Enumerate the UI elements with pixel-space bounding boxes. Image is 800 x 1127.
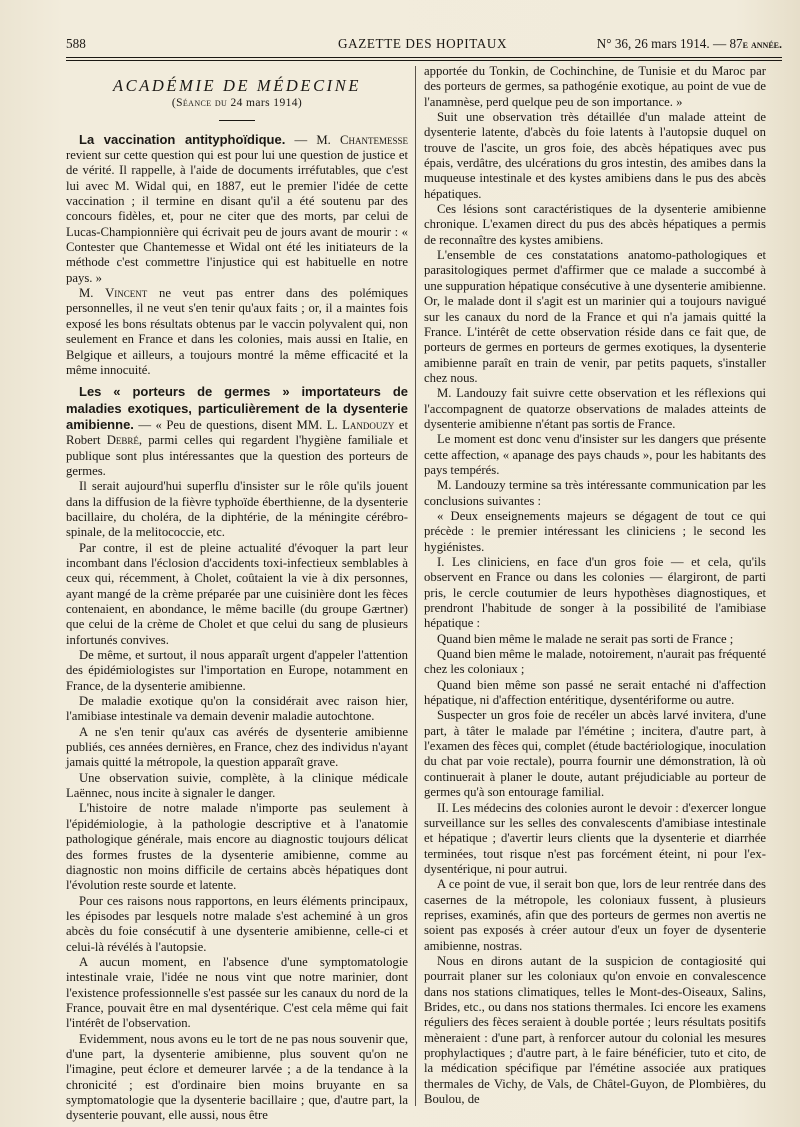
paragraph: Quand bien même le malade ne serait pas sorti de France ; <box>437 631 734 646</box>
seance-date <box>66 96 408 111</box>
article-porteurs-text-b: et Robert <box>66 417 408 448</box>
article-vaccination-p1 <box>66 132 408 286</box>
article-porteurs-p1 <box>66 384 408 479</box>
paragraph: Suit une observation très détaillée d'un malade atteint de dysenterie latente, d'abcès du foie latents à l'autopsie duquel on trouve de l'ascite, un gros foie, des abcès hépatiques avec pus épais, verdâtre, des ulcérations du gros intestin, des amibes dans la muqueuse intestinale et des kystes amibiens dans le pus des abcès hépatiques. <box>424 110 766 201</box>
article-vaccination-p2 <box>66 286 408 378</box>
article-porteurs-heading: Les « porteurs de germes » importateurs de maladies exotiques, particulièrement de la dysenterie amibienne. <box>66 384 408 432</box>
continuation-paragraph: apportée du Tonkin, de Cochinchine, de Tunisie et du Maroc par des porteurs de germes, sa pathogénie exotique, au point de vue de l'anamnèse, perd quelque peu de son importance. » <box>424 64 766 109</box>
seance-day: 24 mars 1914) <box>230 97 303 110</box>
paragraph: M. Landouzy termine sa très intéressante communication par les conclusions suivantes : <box>424 478 766 508</box>
article-vaccination-heading: La vaccination antityphoïdique. <box>79 131 286 147</box>
author-landouzy: Landouzy <box>342 417 395 432</box>
paragraph: II. Les médecins des colonies auront le devoir : d'exercer longue surveillance sur les selles des convalescents d'amibiase intestinale et hépatique ; d'avertir leurs clients que la dysenterie et diarrhée terminées, tout risque n'est pas forcément éteint, ni pour l'ex-dysentérique, ni pour autrui. <box>424 800 766 876</box>
issue-suffix: e année. <box>742 37 782 51</box>
article-vaccination-text: revient sur cette question qui est pour lui une question de justice et de vérité. Il rappelle, à l'aide de documents irréfutables, que c'est lui avec M. Widal qui, en 1887, eut le premier l'idée de cette vaccination ; il termine en disant qu'il a été soutenu par des concours fidèles, et, pour ne citer que des morts, par celui de Lucas-Championnière qui écrivait peu de jours avant de mourir : « Contester que Chantemesse et Widal ont été les initiateurs de la méthode c'est commettre l'injustice qui est habituelle en notre pays. » <box>66 148 408 285</box>
right-column <box>424 64 766 1114</box>
paragraph: A aucun moment, en l'absence d'une symptomatologie intestinale vraie, l'idée ne nous vint que notre marinier, dont l'existence professionnelle s'est passée sur les canaux du nord de la France, pouvait être en mal dysentérique. C'est cela même qui fait l'intérêt de l'observation. <box>66 954 408 1031</box>
paragraph: L'histoire de notre malade n'importe pas seulement à l'épidémiologie, à la pathologie descriptive et à l'anatomie pathologique générale, mais encore au diagnostic toujours délicat des formes frustes de la dysenterie amibienne, comme au diagnostic non moins difficile de certains abcès hépatiques dont l'évolution reste sourde et latente. <box>66 801 408 893</box>
issue-info <box>597 36 782 52</box>
paragraph: De maladie exotique qu'on la considérait avec raison hier, l'amibiase intestinale va demain devenir maladie autochtone. <box>66 694 408 724</box>
paragraph: De même, et surtout, il nous apparaît urgent d'appeler l'attention des épidémiologistes sur l'importation en Europe, notamment en France, de la dysenterie amibienne. <box>66 648 408 693</box>
paragraph: A ne s'en tenir qu'aux cas avérés de dysenterie amibienne publiés, ces années dernières, en France, chez des individus n'ayant jamais quitté la métropole, la question apparaît grave. <box>66 724 408 770</box>
paragraph: L'ensemble de ces constatations anatomo-pathologiques et parasitologiques permet d'affirmer que ce malade a succombé à une suppuration hépatique consécutive à une dysenterie amibienne. Or, le malade dont il s'agit est un marinier qui a toujours navigué sur les canaux du nord de la France et qui n'a jamais quitté la France. L'intérêt de cette observation réside dans ce fait que, de porteurs de germes en porteurs de germes exotiques, la dysenterie amibienne paraît en train de venir, par petits paquets, s'installer chez nous. <box>424 248 766 385</box>
article-vaccination-p2-text: ne veut pas entrer dans des polémiques personnelles, il ne veut s'en tenir qu'aux faits ; or, il a maintes fois exposé les bons résultats obtenus par le vaccin polyvalent qui, non seulement en France et dans les colonies, mais aussi en Italie, en Belgique et ailleurs, a toujours montré la même efficacité et la même innocuité. <box>66 286 409 377</box>
paragraph: Il serait aujourd'hui superflu d'insister sur le rôle qu'ils jouent dans la diffusion de la fièvre typhoïde éberthienne, de la dysenterie bacillaire, du choléra, de la diphtérie, de la méningite cérébro-spinale, de la melitococcie, etc. <box>66 479 408 540</box>
left-column <box>66 64 409 1123</box>
paragraph: Suspecter un gros foie de recéler un abcès larvé invitera, d'une part, à tâter le malade par l'émétine ; incitera, d'autre part, à l'examen des fèces qui, complet (étude bactériologique, inoculation du chat par voie rectale), pourra fournir une démonstration, là où continuerait à planer le doute, autant préjudiciable au porteur de germes qu'à son entourage familial. <box>424 708 766 800</box>
page-number: 588 <box>66 36 86 51</box>
paragraph: Le moment est donc venu d'insister sur les dangers que présente cette affection, « apanage des pays chauds », pour les habitants des pays tempérés. <box>424 432 766 477</box>
paragraph: Quand bien même son passé ne serait entaché ni d'affection hépatique, ni d'affection entéritique, dysentériforme ou autre. <box>424 677 766 708</box>
paragraph: Evidemment, nous avons eu le tort de ne pas nous souvenir que, d'une part, la dysenterie amibienne, plus souvent qu'on ne l'imagine, peut éclore et demeurer larvée ; a de la tendance à la chronicité ; est d'ordinaire bien moins bruyante en sa symptomatologie que la dysenterie bacillaire ; que, d'autre part, la dysenterie pouvant, elle aussi, nous être <box>66 1031 408 1123</box>
page-header <box>66 30 782 54</box>
author-debre: Debré <box>106 433 139 448</box>
paragraph: Nous en dirons autant de la suspicion de contagiosité qui pourrait planer sur les coloniaux qu'on envoie en convalescence dans nos stations climatiques, telles le Mont-des-Oiseaux, Salins, Brides, etc., ou dans nos stations thermales. Ici encore les examens réguliers des fèces seraient à double portée ; leurs résultats positifs mèneraient : d'une part, à renforcer autour du colonial les mesures prophylactiques ; d'autre part, à le faire bénéficier, tuto et cito, de la médication spécifique par l'émétine associée aux pratiques thermales de Vichy, de Vals, de Châtel-Guyon, de Plombières, du Boulou, de <box>424 953 766 1107</box>
dash: — M. <box>285 132 341 147</box>
paragraph: Pour ces raisons nous rapportons, en leurs éléments principaux, les épisodes par lesquels notre malade s'est acheminé à un gros abcès du foie consécutif à une dysenterie amibienne, celle-ci et celui-là révélés à l'autopsie. <box>66 893 408 954</box>
speaker-chantemesse: Chantemesse <box>340 132 408 147</box>
paragraph: Par contre, il est de pleine actualité d'évoquer la part leur incombant dans l'éclosion d'accidents toxi-infectieux semblables à ceux qui, récemment, à Cholet, coûtaient la vie à dix personnes, ayant mangé de la crème préparée par une cuisinière dont les fèces contenaient, en abondance, le même bacille (du groupe Gærtner) que celui de la crème de Cholet et que celui du sang de plusieurs infortunés convives. <box>66 540 408 647</box>
paragraph: Quand bien même le malade, notoirement, n'aurait pas fréquenté chez les coloniaux ; <box>424 647 766 677</box>
journal-title: GAZETTE DES HOPITAUX <box>338 36 508 51</box>
header-rule-top <box>66 57 782 58</box>
section-title: ACADÉMIE DE MÉDECINE <box>112 76 362 95</box>
paragraph: Ces lésions sont caractéristiques de la dysenterie amibienne chronique. L'examen direct du pus des abcès hépatiques a permis de reconnaître des kystes amibiens. <box>424 202 766 247</box>
section-separator <box>219 120 255 121</box>
header-rule-bottom <box>66 60 782 61</box>
paragraph: A ce point de vue, il serait bon que, lors de leur rentrée dans des casernes de la métropole, les coloniaux fussent, à plusieurs reprises, examinés, afin que des porteurs de germes non avertis ne soient pas exposés à créer autour d'eux un foyer de dysenterie amibienne, nostras. <box>424 877 766 953</box>
prefix-m: M. <box>79 286 106 301</box>
paragraph: M. Landouzy fait suivre cette observation et les réflexions qui l'accompagnent de quatorze observations de malades atteints de dysenterie amibienne n'étant pas sortis de France. <box>424 386 766 431</box>
paragraph: I. Les cliniciens, en face d'un gros foie — et cela, qu'ils observent en France ou dans les colonies — élargiront, de parti pris, le cercle coutumier de leurs hypothèses diagnostiques, et prendront l'habitude de songer à la possibilité de l'amibiase hépatique : <box>424 555 766 631</box>
article-porteurs-text-a: — « Peu de questions, disent MM. L. <box>133 417 343 432</box>
paragraph: « Deux enseignements majeurs se dégagent de tout ce qui précède : le premier intéressant les cliniciens ; le second les hygiénistes. <box>424 508 766 554</box>
seance-label: (Séance du <box>171 97 228 110</box>
speaker-vincent: Vincent <box>105 286 148 301</box>
article-porteurs-text-c: , parmi celles qui regardent l'hygiène familiale et publique sont plus intéressantes que la question des porteurs de germes. <box>66 433 408 478</box>
issue-date: N° 36, 26 mars 1914. — 87 <box>596 36 743 51</box>
column-divider <box>415 66 416 1106</box>
paragraph: Une observation suivie, complète, à la clinique médicale Laënnec, nous incite à signaler le danger. <box>66 770 408 801</box>
